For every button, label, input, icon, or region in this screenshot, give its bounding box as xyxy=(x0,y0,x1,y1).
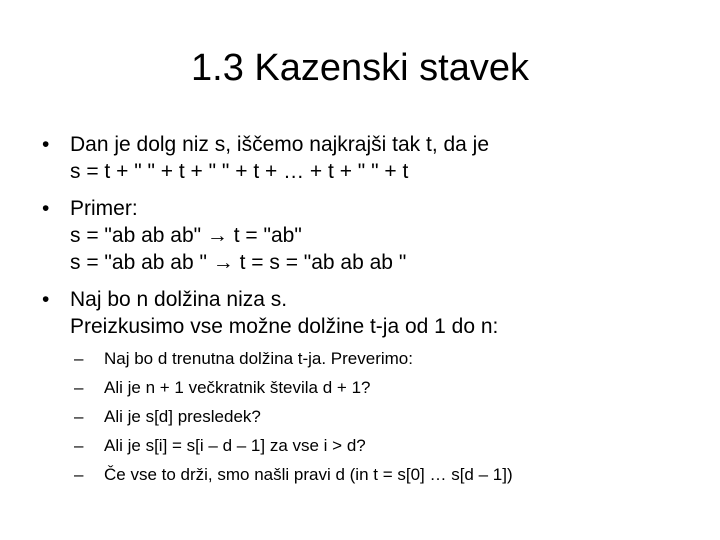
subitem-4 xyxy=(74,435,366,457)
bullet-2 xyxy=(42,196,138,222)
dash-icon: – xyxy=(74,349,84,368)
dash-icon: – xyxy=(74,465,84,484)
bullet-dot-icon: • xyxy=(42,197,50,220)
dash-icon: – xyxy=(74,436,84,455)
bullet-1 xyxy=(42,132,489,158)
bullet-1-line-1: Dan je dolg niz s, iščemo najkrajši tak t, da je xyxy=(70,133,490,156)
subitem-1 xyxy=(74,348,413,370)
slide-title: 1.3 Kazenski stavek xyxy=(191,47,529,89)
subitem-2-text: Ali je n + 1 večkratnik števila d + 1? xyxy=(104,378,371,397)
bullet-2-line-2: s = "ab ab ab" → t = "ab" xyxy=(70,224,302,247)
bullet-3 xyxy=(42,287,287,313)
subitem-5-text: Če vse to drži, smo našli pravi d (in t = s[0] … s[d – 1]) xyxy=(104,465,513,484)
subitem-3 xyxy=(74,406,261,428)
bullet-3-line-2: Preizkusimo vse možne dolžine t-ja od 1 do n: xyxy=(70,315,499,338)
subitem-4-text: Ali je s[i] = s[i – d – 1] za vse i > d? xyxy=(104,436,366,455)
subitem-1-text: Naj bo d trenutna dolžina t-ja. Preverimo: xyxy=(104,349,413,368)
bullet-3-line-1: Naj bo n dolžina niza s. xyxy=(70,288,288,311)
dash-icon: – xyxy=(74,407,84,426)
bullet-2-line-1: Primer: xyxy=(70,197,138,220)
dash-icon: – xyxy=(74,378,84,397)
bullet-2-line-3: s = "ab ab ab " → t = s = "ab ab ab " xyxy=(70,251,407,274)
bullet-1-line-2: s = t + " " + t + " " + t + … + t + " " + t xyxy=(70,160,409,183)
subitem-3-text: Ali je s[d] presledek? xyxy=(104,407,261,426)
subitem-5 xyxy=(74,464,513,486)
bullet-dot-icon: • xyxy=(42,288,50,311)
bullet-dot-icon: • xyxy=(42,133,50,156)
subitem-2 xyxy=(74,377,370,399)
